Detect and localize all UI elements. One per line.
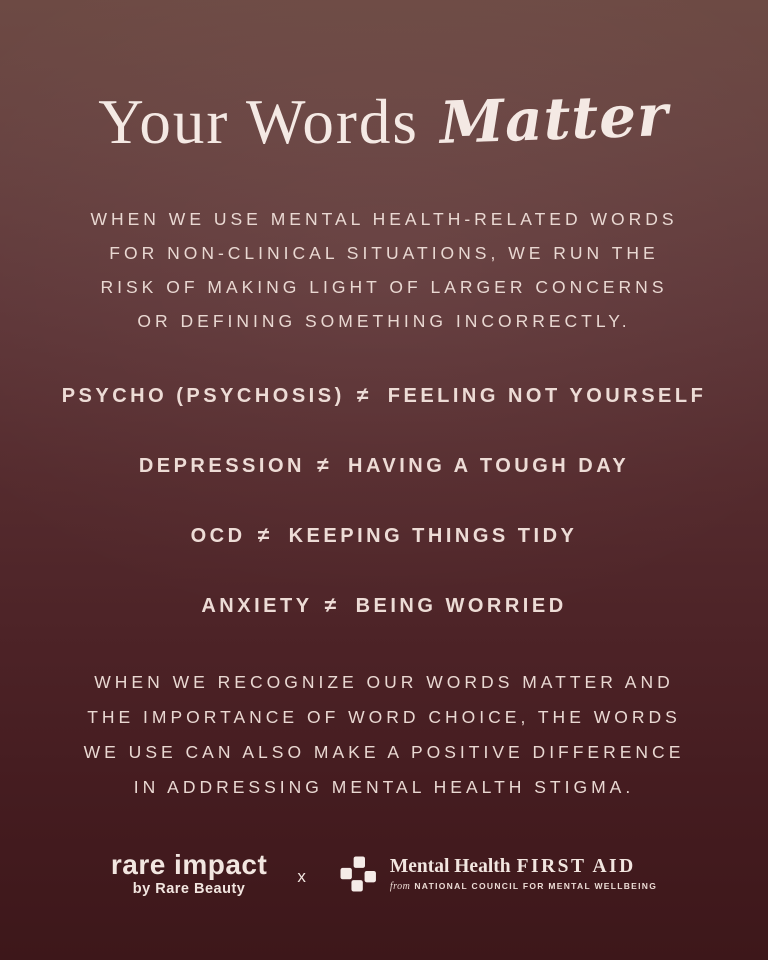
mhfa-name-caps: FIRST AID <box>516 856 636 877</box>
comparison-row-anxiety <box>0 594 768 618</box>
comparison-term: DEPRESSION <box>138 454 305 477</box>
comparison-term: OCD <box>190 524 246 547</box>
rare-impact-byline: by Rare Beauty <box>132 881 246 897</box>
poster-title <box>0 81 768 159</box>
outro-line: WE USE CAN ALSO MAKE A POSITIVE DIFFERENCE <box>83 742 685 762</box>
mhfa-name-regular: Mental Health <box>389 856 511 877</box>
mhfa-name <box>390 856 657 878</box>
not-equal-symbol: ≠ <box>356 384 372 407</box>
collab-x-separator: x <box>297 867 307 886</box>
footer-brand-lockup <box>0 851 768 897</box>
comparison-row-depression <box>0 454 768 478</box>
mhfa-pinwheel-cross-icon <box>337 852 379 896</box>
comparison-list <box>0 384 768 664</box>
rare-impact-wordmark: rare impact <box>110 849 268 880</box>
comparison-misuse: KEEPING THINGS TIDY <box>288 524 578 547</box>
mhfa-tagline-text: NATIONAL COUNCIL FOR MENTAL WELLBEING <box>414 881 658 891</box>
mhfa-wordmark <box>390 856 657 892</box>
intro-line: RISK OF MAKING LIGHT OF LARGER CONCERNS <box>100 277 668 297</box>
rare-impact-logo <box>111 851 267 897</box>
comparison-row-psycho <box>0 384 768 408</box>
intro-line: WHEN WE USE MENTAL HEALTH-RELATED WORDS <box>90 209 678 229</box>
comparison-misuse: HAVING A TOUGH DAY <box>348 454 630 477</box>
comparison-misuse: BEING WORRIED <box>355 594 567 617</box>
mental-health-first-aid-logo <box>337 852 657 896</box>
not-equal-symbol: ≠ <box>324 594 340 617</box>
title-script-text: Matter <box>438 81 670 157</box>
not-equal-symbol: ≠ <box>257 524 273 547</box>
comparison-term: ANXIETY <box>201 594 313 617</box>
comparison-row-ocd <box>0 524 768 548</box>
not-equal-symbol: ≠ <box>316 454 332 477</box>
intro-line: OR DEFINING SOMETHING INCORRECTLY. <box>137 311 631 331</box>
intro-line: FOR NON-CLINICAL SITUATIONS, WE RUN THE <box>109 243 659 263</box>
outro-paragraph <box>24 665 744 805</box>
mhfa-tagline-from: from <box>389 881 411 892</box>
outro-line: WHEN WE RECOGNIZE OUR WORDS MATTER AND <box>94 672 674 692</box>
comparison-term: PSYCHO (PSYCHOSIS) <box>61 384 345 407</box>
outro-line: IN ADDRESSING MENTAL HEALTH STIGMA. <box>133 777 635 797</box>
intro-paragraph <box>24 202 744 338</box>
title-regular-text: Your Words <box>98 87 419 157</box>
comparison-misuse: FEELING NOT YOURSELF <box>387 384 707 407</box>
outro-line: THE IMPORTANCE OF WORD CHOICE, THE WORDS <box>87 707 681 727</box>
mhfa-tagline <box>390 881 657 892</box>
